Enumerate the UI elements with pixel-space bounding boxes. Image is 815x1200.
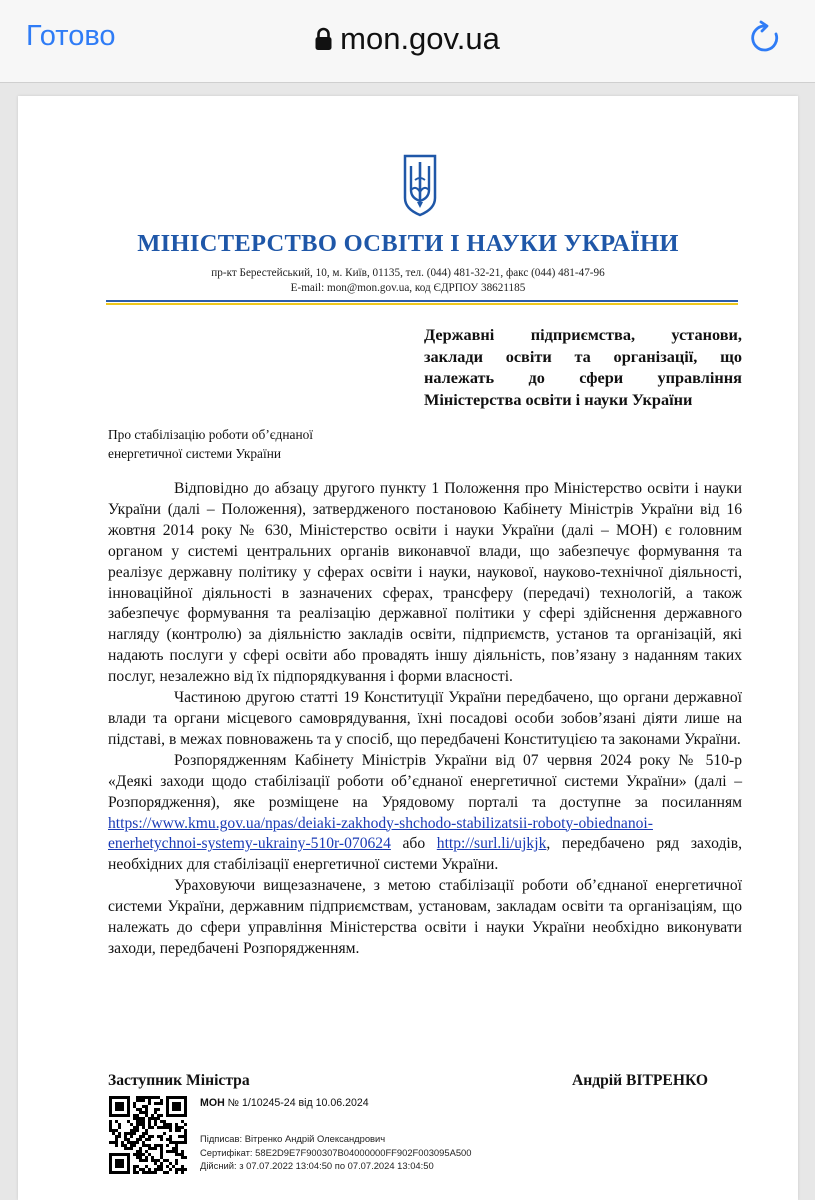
ministry-address: пр-кт Берестейський, 10, м. Київ, 01135, тел. (044) 481-32-21, факс (044) 481-47-96 [211, 267, 605, 279]
body-paragraph [108, 751, 742, 876]
paragraph-text: , передбачено ряд заходів, необхідних для стабілізації енергетичної системи України. [108, 835, 742, 874]
short-link[interactable]: http://surl.li/ujkjk [436, 835, 547, 853]
url-text: mon.gov.ua [340, 20, 500, 56]
signer-position: Заступник Міністра [108, 1072, 250, 1089]
letter-body [108, 479, 742, 960]
subject-line: Про стабілізацію роботи об’єднаної [108, 427, 314, 442]
signed-by: Підписав: Вітренко Андрій Олександрович [200, 1133, 386, 1144]
subject-line: енергетичної системи України [108, 445, 282, 461]
letter-subject [108, 426, 428, 463]
document-page[interactable] [18, 96, 798, 1200]
paragraph-text: або [390, 835, 437, 853]
qr-code-icon [109, 1096, 187, 1174]
letter-document [18, 96, 798, 1200]
body-paragraph: Частиною другою статті 19 Конституції України передбачено, що органи державної влади та органи місцевого самоврядування, їхні посадові особи зобов’язані діяти лише на підставі, в межах повноважень та у спосіб, що передбачені Конституцією та законами України. [108, 689, 742, 748]
lock-icon [315, 27, 332, 51]
address-bar[interactable] [0, 19, 815, 57]
registration-info [200, 1097, 369, 1109]
body-paragraph: Відповідно до абзацу другого пункту 1 Положення про Міністерство освіти і науки України (далі – Положення), затвердженого постановою Кабінету Міністрів України від 16 жовтня 2014 року № 630, Міністерство освіти і науки України (далі – МОН) є головним органом у системі центральних органів виконавчої влади, що забезпечує формування та реалізує державну політику у сферах освіти і науки, наукової, науково-технічної діяльності, інноваційної діяльності в зазначених сферах, трансферу (передачі) технологій, а також забезпечує формування та реалізацію державної політики у сфері здійснення державного нагляду (контролю) за діяльністю закладів освіти, підприємств, установ та організацій, які надають послуги у сфері освіти або провадять іншу діяльність, пов’язану з наданням таких послуг, незалежно від їх підпорядкування і форми власності. [108, 480, 742, 686]
recipient-line: належать до сфери управління [424, 368, 742, 388]
recipient-line: Міністерства освіти і науки України [424, 389, 693, 409]
kmu-link[interactable]: https://www.kmu.gov.ua/npas/deiaki-zakhody-shchodo-stabilizatsii-roboty-obiednanoi-enerhetychnoi-systemy-ukrainy-510r-070624 [108, 814, 653, 853]
registration-number: № 1/10245-24 від 10.06.2024 [227, 1097, 369, 1109]
done-button[interactable]: Готово [26, 20, 116, 52]
header-divider-yellow [106, 303, 738, 305]
header-divider-blue [106, 300, 738, 302]
recipient-line: Державні підприємства, установи, [424, 325, 742, 344]
ministry-contacts: E-mail: mon@mon.gov.ua, код ЄДРПОУ 38621185 [290, 282, 526, 294]
reload-icon[interactable] [748, 20, 782, 56]
registration-org: МОН [200, 1097, 225, 1109]
trident-coat-of-arms-icon [403, 154, 437, 217]
certificate-validity: Дійсний: з 07.07.2022 13:04:50 по 07.07.2024 13:04:50 [200, 1160, 434, 1171]
browser-toolbar [0, 0, 815, 83]
body-paragraph: Ураховуючи вищезазначене, з метою стабілізації роботи об’єднаної енергетичної системи України, державним підприємствам, установам, закладам освіти та організаціям, що належать до сфери управління Міністерства освіти і науки України необхідно виконувати заходи, передбачені Розпорядженням. [108, 877, 742, 957]
certificate-id: Сертифікат: 58E2D9E7F900307B04000000FF902F003095A500 [200, 1146, 472, 1158]
recipient-block [424, 324, 742, 410]
recipient-line: заклади освіти та організації, що [424, 346, 742, 366]
ministry-title: МІНІСТЕРСТВО ОСВІТИ І НАУКИ УКРАЇНИ [137, 230, 679, 257]
paragraph-text: Розпорядженням Кабінету Міністрів України від 07 червня 2024 року № 510-р «Деякі заходи щодо стабілізації роботи об’єднаної енергетичної системи України» (далі – Розпорядження), яке розміщене на Урядовому порталі та доступне за посиланням [108, 751, 742, 811]
signer-name: Андрій ВІТРЕНКО [572, 1072, 708, 1089]
digital-signature-info [200, 1132, 471, 1173]
